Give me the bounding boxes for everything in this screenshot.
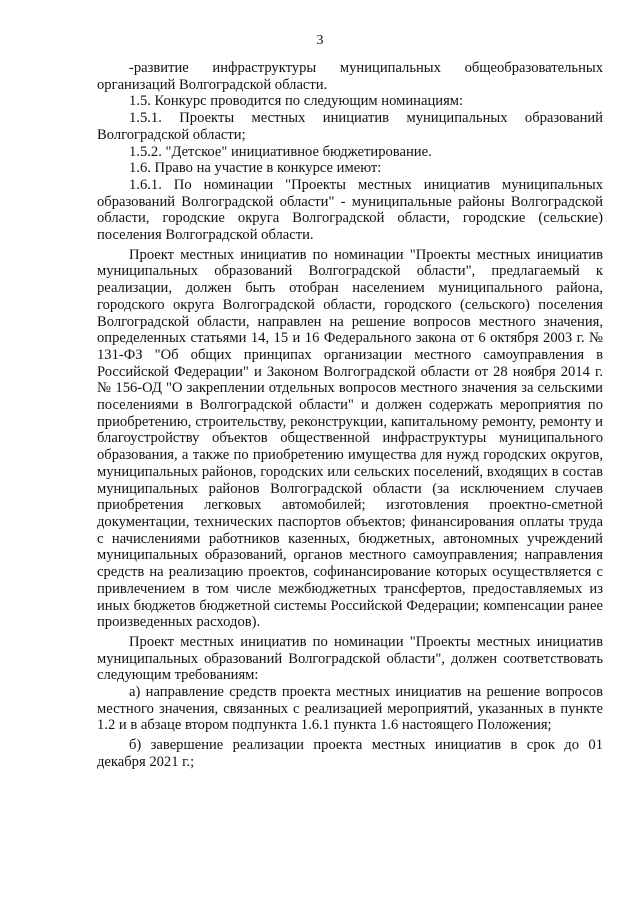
page-number: 3 — [316, 33, 324, 48]
paragraph: Проект местных инициатив по номинации "Проекты местных инициатив муниципальных образований Волгоградской области", предлагаемый к реализации, должен быть отобран населением муниципального района, городского округа Волгоградской области, городского (сельского) поселения Волгоградской области, направлен на решение вопросов местного значения, определенных статьями 14, 15 и 16 Федерального закона от 6 октября 2003 г. № 131-ФЗ "Об общих принципах организации местного самоуправления в Российской Федерации" и Законом Волгоградской области от 28 ноября 2014 г. № 156-ОД "О закреплении отдельных вопросов местного значения за сельскими поселениями в Волгоградской области" и должен содержать мероприятия по приобретению, строительству, реконструкции, капитальному ремонту, ремонту и благоустройству объектов общественной инфраструктуры муниципального образования, а также по приобретению имущества для нужд городских округов, муниципальных районов, городских или сельских поселений, входящих в состав муниципальных районов Волгоградской области (за исключением случаев приобретения легковых автомобилей; изготовления проектно-сметной документации, технических паспортов объектов; финансирования оплаты труда с начислениями работников казенных, бюджетных, автономных учреждений муниципальных образований, органов местного самоуправления; направления средств на реализацию проектов, софинансирование которых осуществляется с привлечением в том числе межбюджетных трансфертов, предоставляемых из иных бюджетов бюджетной системы Российской Федерации; компенсации ранее произведенных расходов). — [97, 246, 603, 631]
paragraph: 1.6. Право на участие в конкурсе имеют: — [129, 160, 382, 177]
document-body — [97, 60, 603, 771]
paragraph: 1.6.1. По номинации "Проекты местных инициатив муниципальных образований Волгоградской области" - муниципальные районы Волгоградской области, городские округа Волгоградской области, городские (сельские) поселения Волгоградской области. — [97, 176, 603, 244]
paragraph: -развитие инфраструктуры муниципальных общеобразовательных организаций Волгоградской области. — [97, 60, 603, 93]
paragraph: 1.5.2. "Детское" инициативное бюджетирование. — [129, 143, 432, 160]
paragraph: б) завершение реализации проекта местных инициатив в срок до 01 декабря 2021 г.; — [97, 737, 603, 770]
paragraph: 1.5.1. Проекты местных инициатив муниципальных образований Волгоградской области; — [97, 110, 603, 143]
paragraph: 1.5. Конкурс проводится по следующим номинациям: — [129, 93, 464, 110]
paragraph: Проект местных инициатив по номинации "Проекты местных инициатив муниципальных образований Волгоградской области", должен соответствовать следующим требованиям: — [97, 633, 603, 684]
paragraph: а) направление средств проекта местных инициатив на решение вопросов местного значения, связанных с реализацией мероприятий, указанных в пункте 1.2 и в абзаце втором подпункта 1.6.1 пункта 1.6 настоящего Положения; — [97, 684, 603, 734]
